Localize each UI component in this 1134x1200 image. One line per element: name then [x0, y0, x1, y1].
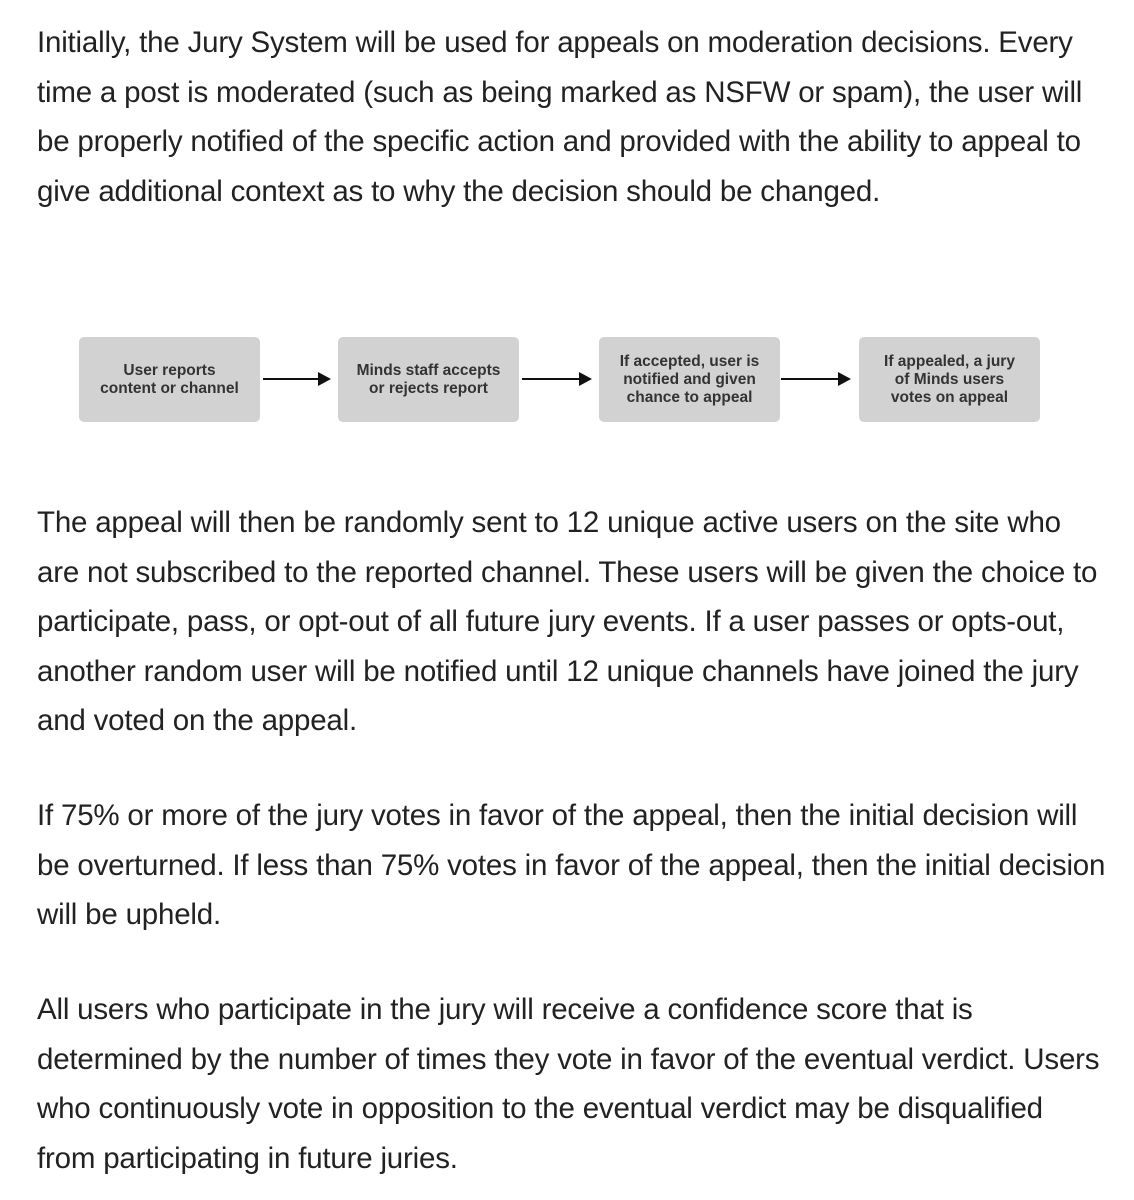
flow-arrow-icon: [263, 378, 329, 380]
flow-step-user-notified: If accepted, user is notified and given chance to appeal: [599, 337, 780, 422]
flow-arrow-icon: [522, 378, 590, 380]
flow-step-user-reports: User reports content or channel: [79, 337, 260, 422]
paragraph-vote-threshold: If 75% or more of the jury votes in favor of the appeal, then the initial decision will be overturned. If less than 75% votes in favor of the appeal, then the initial decision will be upheld.: [37, 799, 1106, 932]
paragraph-jury-selection: The appeal will then be randomly sent to 12 unique active users on the site who are not subscribed to the reported channel. These users will be given the choice to participate, pass, or opt-out of all future jury events. If a user passes or opts-out, another random user will be notified until 12 unique channels have joined the jury and voted on the appeal.: [37, 506, 1098, 738]
flow-step-staff-review: Minds staff accepts or rejects report: [338, 337, 519, 422]
paragraph-confidence-score: All users who participate in the jury will receive a confidence score that is determined by the number of times they vote in favor of the eventual verdict. Users who continuously vote in opposition to the eventual verdict may be disqualified from participating in future juries.: [37, 993, 1100, 1175]
flow-arrow-icon: [781, 378, 849, 380]
flow-step-jury-votes: If appealed, a jury of Minds users votes on appeal: [859, 337, 1040, 422]
paragraph-intro: Initially, the Jury System will be used for appeals on moderation decisions. Every time a post is moderated (such as being marked as NSFW or spam), the user will be properly notified of the specific action and provided with the ability to appeal to give additional context as to why the decision should be changed.: [37, 26, 1083, 208]
